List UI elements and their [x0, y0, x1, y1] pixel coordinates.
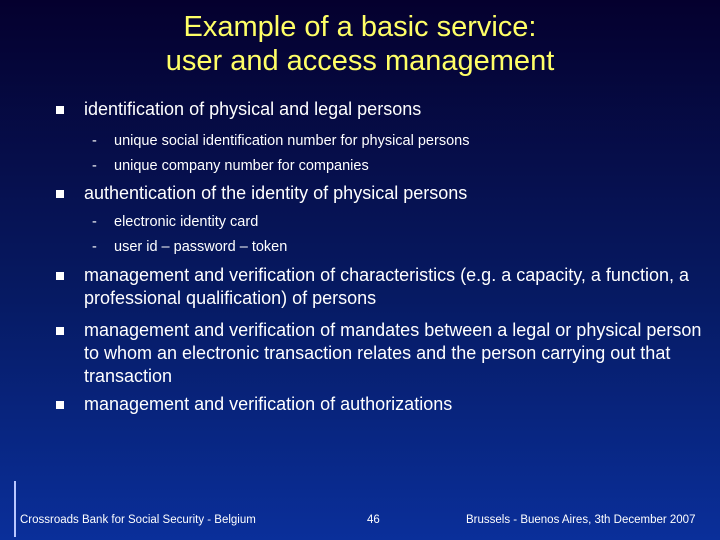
bullet-text: identification of physical and legal persons — [84, 99, 422, 119]
bullet-text: management and verification of authorizations — [84, 394, 453, 414]
bullet-text: management and verification of characteristics (e.g. a capacity, a function, a professional qualification) of persons — [84, 265, 689, 308]
sub-bullet-text: user id – password – token — [114, 239, 288, 255]
bullet-text: management and verification of mandates between a legal or physical person to whom an electronic transaction relates and the person carrying out that transaction — [84, 320, 702, 386]
footer-location-date: Brussels - Buenos Aires, 3th December 2007 — [466, 514, 696, 526]
bullet-text: authentication of the identity of physical persons — [84, 183, 468, 203]
page-number: 46 — [367, 514, 380, 526]
dash-bullet-icon: - — [92, 239, 97, 255]
square-bullet-icon — [56, 272, 64, 280]
title-line-1: Example of a basic service: — [183, 11, 537, 43]
square-bullet-icon — [56, 327, 64, 335]
dash-bullet-icon: - — [92, 158, 97, 174]
dash-bullet-icon: - — [92, 214, 97, 230]
sub-bullet-text: unique social identification number for physical persons — [114, 133, 470, 149]
footer-divider — [14, 481, 16, 537]
square-bullet-icon — [56, 401, 64, 409]
dash-bullet-icon: - — [92, 133, 97, 149]
sub-bullet-text: electronic identity card — [114, 214, 259, 230]
title-line-2: user and access management — [165, 45, 555, 77]
slide-title — [0, 10, 720, 78]
square-bullet-icon — [56, 106, 64, 114]
footer-organization: Crossroads Bank for Social Security - Belgium — [20, 514, 256, 526]
sub-bullet-text: unique company number for companies — [114, 158, 369, 174]
square-bullet-icon — [56, 190, 64, 198]
